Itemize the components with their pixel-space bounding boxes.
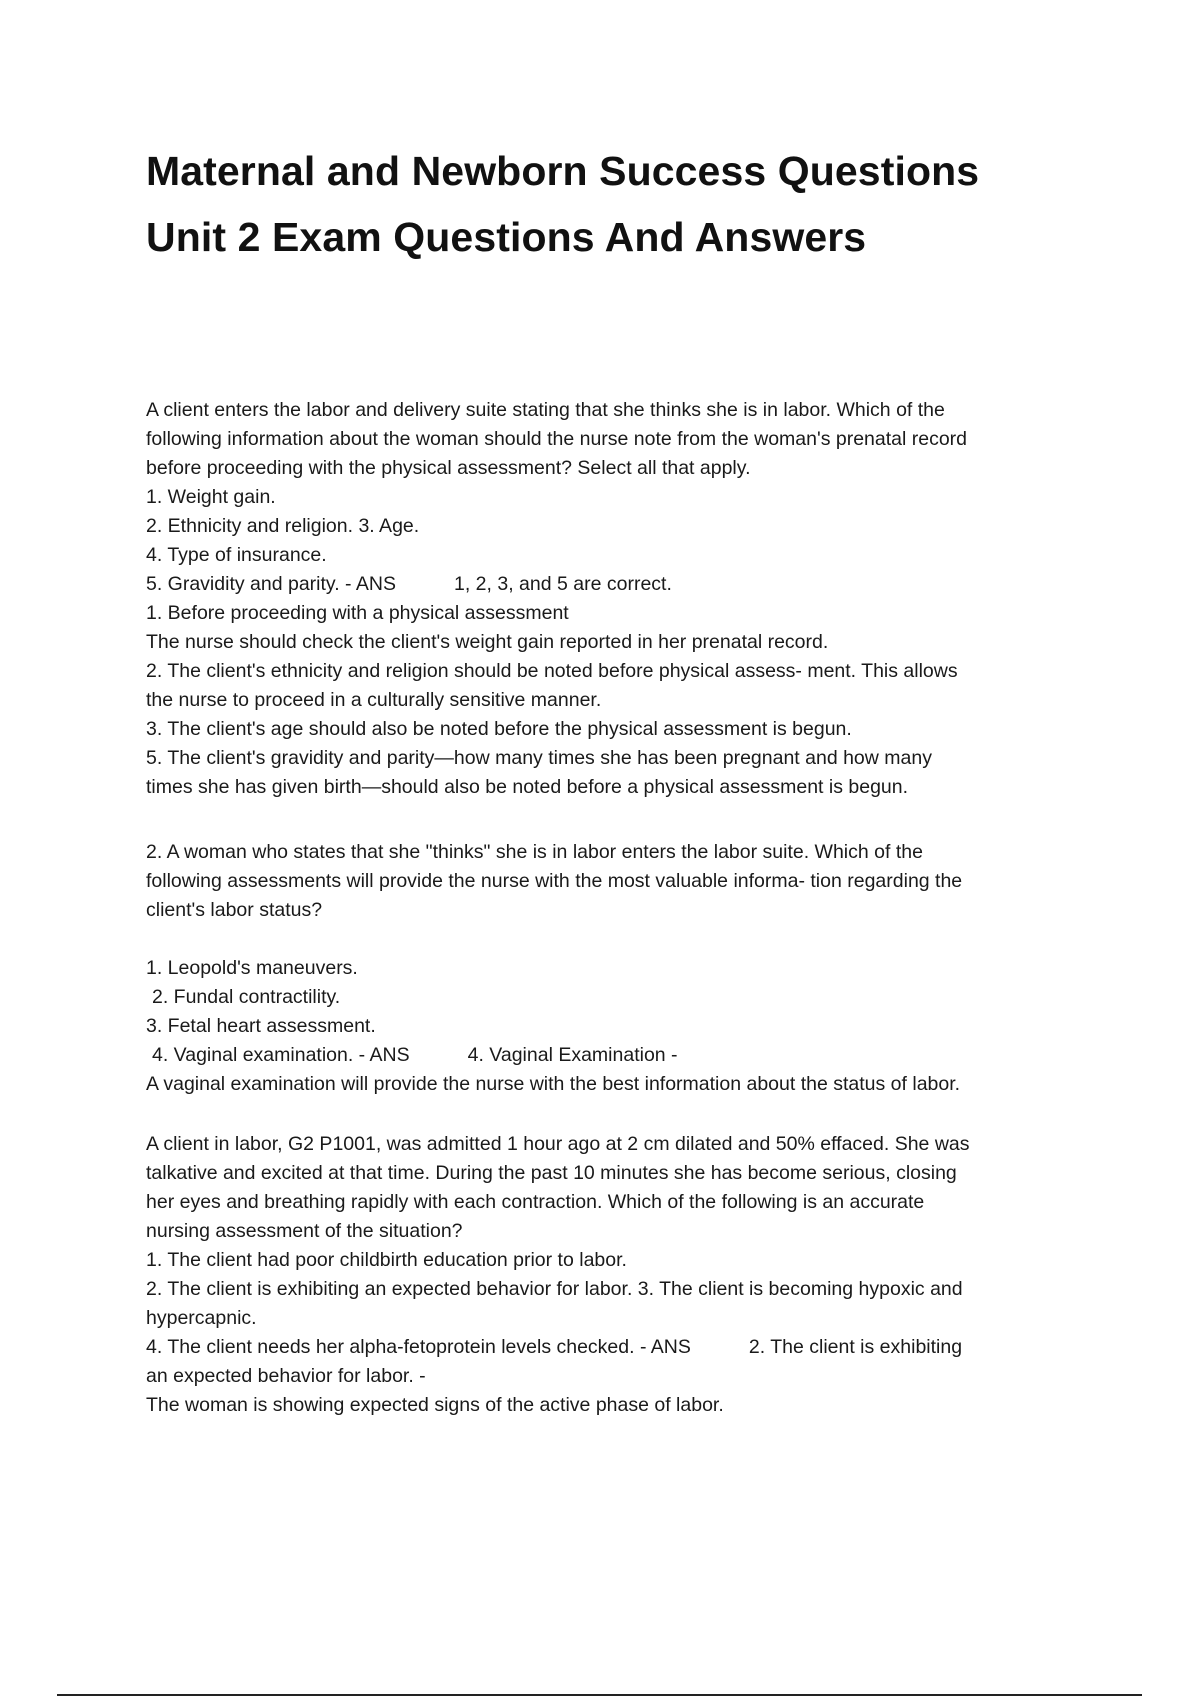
answer-option: 5. Gravidity and parity. - ANS (146, 573, 396, 595)
document-title (146, 138, 1106, 270)
blank-line (146, 925, 1106, 954)
question-text: nursing assessment of the situation? (146, 1220, 463, 1242)
answer-option: 4. Vaginal examination. - ANS (152, 1044, 410, 1066)
question-block-1 (146, 396, 1106, 802)
question-block-2 (146, 838, 1106, 1099)
answer-option: 4. Type of insurance. (146, 544, 327, 566)
title-line-2: Unit 2 Exam Questions And Answers (146, 214, 867, 260)
title-line-1: Maternal and Newborn Success Questions (146, 148, 980, 194)
question-text: talkative and excited at that time. During the past 10 minutes she has become serious, closing (146, 1162, 957, 1184)
footer-divider (57, 1694, 1142, 1696)
question-text: before proceeding with the physical assessment? Select all that apply. (146, 457, 751, 479)
answer-option: 3. Fetal heart assessment. (146, 1015, 376, 1037)
rationale-text: 2. The client's ethnicity and religion should be noted before physical assess- ment. This allows (146, 660, 958, 682)
answer-line (146, 1333, 1106, 1362)
answer-option: 2. The client is exhibiting an expected behavior for labor. 3. The client is becoming hypoxic and (146, 1278, 963, 1300)
answer-option: 1. Weight gain. (146, 486, 276, 508)
question-text: A client enters the labor and delivery suite stating that she thinks she is in labor. Which of the (146, 399, 945, 421)
question-block-3 (146, 1130, 1106, 1420)
answer-option: 1. Leopold's maneuvers. (146, 957, 358, 979)
question-text: A client in labor, G2 P1001, was admitted 1 hour ago at 2 cm dilated and 50% effaced. She was (146, 1133, 970, 1155)
question-text: following assessments will provide the nurse with the most valuable informa- tion regarding the (146, 870, 963, 892)
rationale-text: A vaginal examination will provide the nurse with the best information about the status of labor. (146, 1073, 961, 1095)
rationale-text: times she has given birth—should also be noted before a physical assessment is begun. (146, 776, 909, 798)
answer-option: hypercapnic. (146, 1307, 257, 1329)
rationale-text: 1. Before proceeding with a physical assessment (146, 602, 569, 624)
answer-option: 2. Ethnicity and religion. 3. Age. (146, 515, 420, 537)
question-text: 2. A woman who states that she "thinks" she is in labor enters the labor suite. Which of the (146, 841, 923, 863)
answer-line (146, 570, 1106, 599)
rationale-text: 5. The client's gravidity and parity—how many times she has been pregnant and how many (146, 747, 932, 769)
question-text: her eyes and breathing rapidly with each contraction. Which of the following is an accurate (146, 1191, 925, 1213)
rationale-text: The nurse should check the client's weight gain reported in her prenatal record. (146, 631, 829, 653)
question-text: client's labor status? (146, 899, 323, 921)
correct-answer-continued: an expected behavior for labor. - (146, 1365, 426, 1387)
rationale-text: 3. The client's age should also be noted before the physical assessment is begun. (146, 718, 852, 740)
correct-answer: 2. The client is exhibiting (748, 1336, 963, 1358)
answer-line (146, 1041, 1106, 1070)
correct-answer: 4. Vaginal Examination - (467, 1044, 678, 1066)
rationale-text: The woman is showing expected signs of the active phase of labor. (146, 1394, 724, 1416)
rationale-text: the nurse to proceed in a culturally sensitive manner. (146, 689, 602, 711)
answer-option: 1. The client had poor childbirth education prior to labor. (146, 1249, 627, 1271)
answer-option: 2. Fundal contractility. (152, 986, 341, 1008)
answer-option: 4. The client needs her alpha-fetoprotein levels checked. - ANS (146, 1336, 691, 1358)
correct-answer: 1, 2, 3, and 5 are correct. (454, 573, 672, 595)
question-text: following information about the woman should the nurse note from the woman's prenatal record (146, 428, 968, 450)
